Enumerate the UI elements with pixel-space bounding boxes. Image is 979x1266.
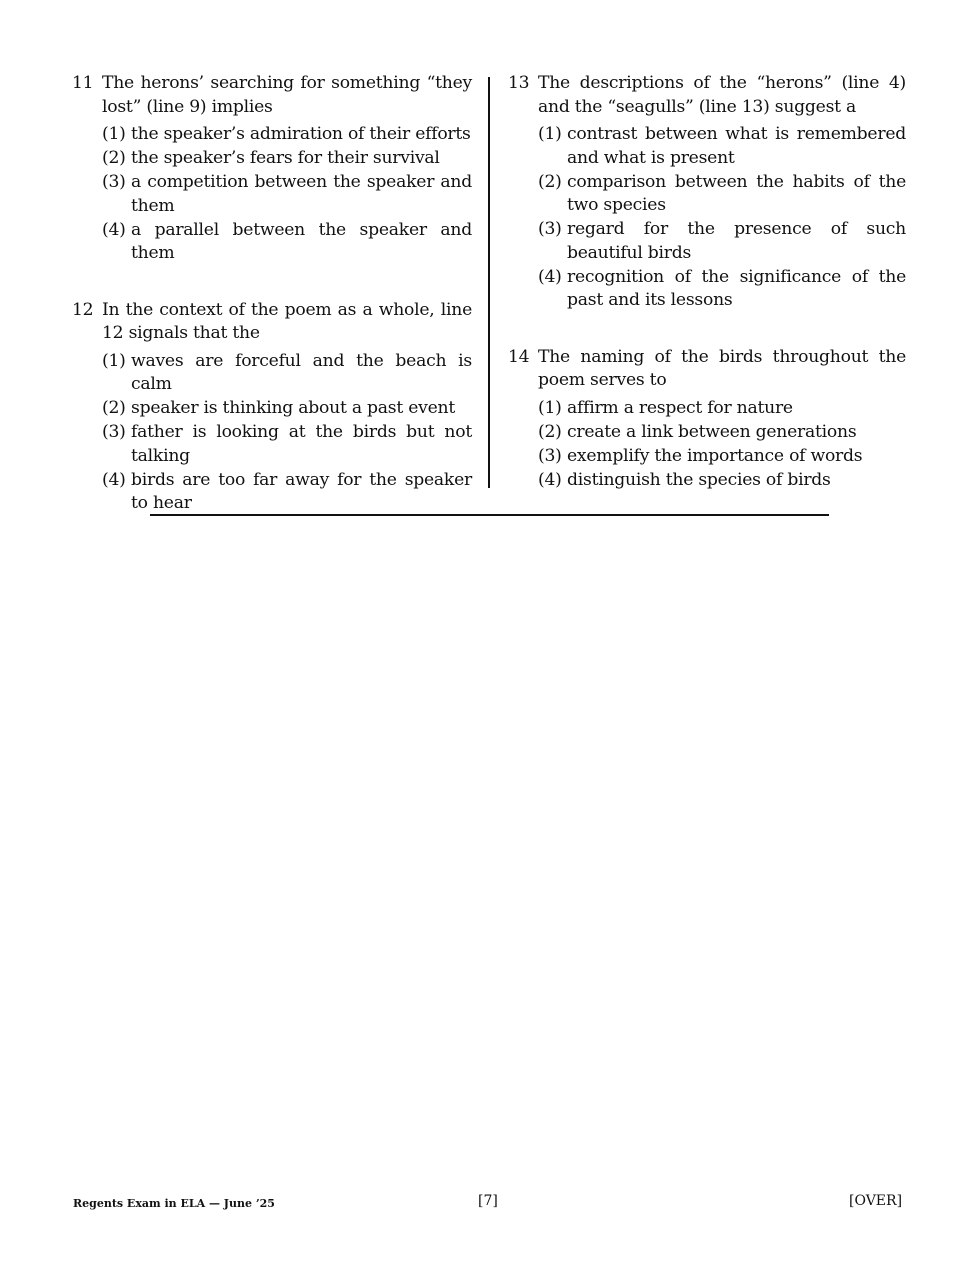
question-stem: The herons’ searching for something “they lost” (line 9) implies xyxy=(102,73,472,117)
footer-page-number: [7] xyxy=(478,1193,498,1209)
option-number: (2) xyxy=(102,398,126,418)
option-text: distinguish the species of birds xyxy=(567,469,831,490)
answer-option xyxy=(102,219,472,266)
option-text: a parallel between the speaker and them xyxy=(131,219,472,263)
question-number: 11 xyxy=(72,73,94,93)
question-number: 12 xyxy=(72,299,94,320)
answer-option xyxy=(538,469,906,493)
option-number: (2) xyxy=(538,171,562,192)
answer-option xyxy=(102,397,472,421)
option-number: (2) xyxy=(538,421,562,442)
option-text: affirm a respect for nature xyxy=(567,397,793,418)
answer-option xyxy=(102,147,472,171)
option-text: recognition of the significance of the past and its lessons xyxy=(567,266,906,310)
option-number: (4) xyxy=(538,469,562,490)
answer-option xyxy=(538,397,906,421)
option-number: (4) xyxy=(102,219,126,240)
answer-option xyxy=(102,123,472,147)
option-text: the speaker’s admiration of their efforts xyxy=(131,124,471,144)
option-number: (2) xyxy=(102,148,126,168)
option-text: a competition between the speaker and them xyxy=(131,172,472,216)
option-text: create a link between generations xyxy=(567,421,857,442)
option-number: (1) xyxy=(102,124,126,144)
option-number: (1) xyxy=(538,397,562,418)
question-stem: The naming of the birds throughout the poem serves to xyxy=(538,346,906,390)
option-text: father is looking at the birds but not talking xyxy=(131,422,472,466)
footer-exam-title: Regents Exam in ELA — June ’25 xyxy=(73,1197,275,1210)
question-number: 13 xyxy=(508,73,530,93)
question-12 xyxy=(72,299,472,516)
answer-option xyxy=(102,171,472,218)
left-column xyxy=(72,72,472,549)
answer-option xyxy=(538,123,906,170)
section-end-rule xyxy=(150,514,829,516)
option-number: (4) xyxy=(538,266,562,287)
answer-option xyxy=(538,445,906,469)
option-number: (4) xyxy=(102,469,126,490)
question-number: 14 xyxy=(508,346,530,367)
column-divider xyxy=(488,77,490,488)
answer-option xyxy=(538,171,906,218)
question-14 xyxy=(508,346,906,493)
option-number: (3) xyxy=(102,422,126,442)
answer-option xyxy=(538,266,906,313)
option-text: comparison between the habits of the two species xyxy=(567,171,906,215)
option-text: the speaker’s fears for their survival xyxy=(131,148,440,168)
option-number: (3) xyxy=(538,445,562,466)
option-number: (3) xyxy=(102,172,126,192)
question-stem: In the context of the poem as a whole, line 12 signals that the xyxy=(102,299,472,343)
question-11 xyxy=(72,72,472,266)
answer-option xyxy=(538,421,906,445)
answer-option xyxy=(102,421,472,468)
option-text: birds are too far away for the speaker to hear xyxy=(131,469,472,513)
option-number: (1) xyxy=(538,124,562,144)
option-text: contrast between what is remembered and what is present xyxy=(567,124,906,168)
question-13 xyxy=(508,72,906,313)
answer-option xyxy=(538,218,906,265)
answer-option xyxy=(102,350,472,397)
option-number: (3) xyxy=(538,219,562,239)
answer-option xyxy=(102,469,472,516)
option-text: speaker is thinking about a past event xyxy=(131,398,455,418)
option-number: (1) xyxy=(102,350,126,371)
right-column xyxy=(508,72,906,525)
option-text: exemplify the importance of words xyxy=(567,445,863,466)
option-text: waves are forceful and the beach is calm xyxy=(131,350,472,394)
footer-over: [OVER] xyxy=(849,1193,903,1209)
option-text: regard for the presence of such beautiful birds xyxy=(567,219,906,263)
question-stem: The descriptions of the “herons” (line 4) and the “seagulls” (line 13) suggest a xyxy=(538,73,906,117)
